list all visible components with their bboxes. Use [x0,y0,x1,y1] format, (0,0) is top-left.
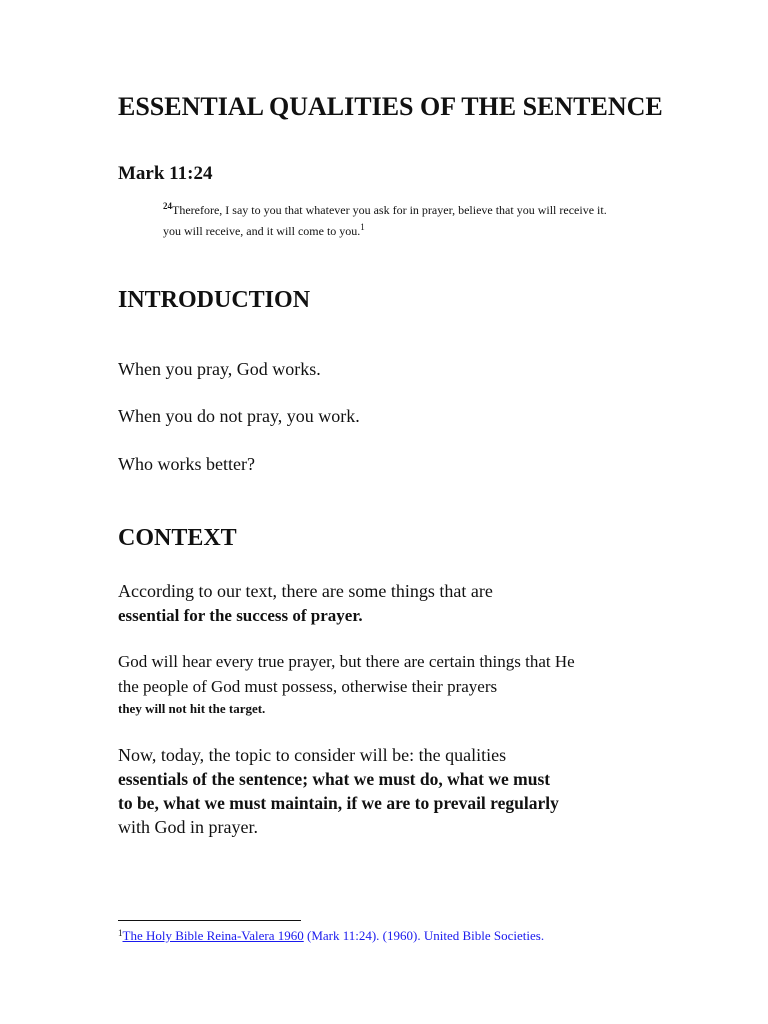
footnote-source-link[interactable]: The Holy Bible Reina-Valera 1960 [122,928,304,943]
footnote [118,928,544,944]
context-p1-line-1: According to our text, there are some things that are [118,581,493,601]
scripture-reference: Mark 11:24 [118,163,213,184]
scripture-verse [163,200,607,242]
context-p3-line-4: with God in prayer. [118,817,258,837]
context-paragraph-3 [118,743,559,839]
page-title: ESSENTIAL QUALITIES OF THE SENTENCE [118,92,663,121]
context-paragraph-1 [118,579,493,628]
introduction-heading: INTRODUCTION [118,287,311,313]
introduction-line-2: When you do not pray, you work. [118,406,360,426]
verse-line-2: you will receive, and it will come to you. [163,224,361,238]
footnote-reference-marker[interactable]: 1 [360,222,365,232]
context-p3-line-3: to be, what we must maintain, if we are to prevail regularly [118,793,559,813]
context-p2-line-3: they will not hit the target. [118,701,266,716]
context-heading: CONTEXT [118,525,237,551]
context-p3-line-1: Now, today, the topic to consider will be: the qualities [118,745,507,765]
introduction-line-3: Who works better? [118,454,255,474]
context-p1-line-2: essential for the success of prayer. [118,606,363,625]
footnote-separator [118,920,301,921]
verse-line-1: Therefore, I say to you that whatever you ask for in prayer, believe that you will receive it. [172,203,607,217]
context-p3-line-2: essentials of the sentence; what we must do, what we must [118,769,551,789]
verse-number: 24 [163,201,172,211]
footnote-marker: 1 [118,928,123,938]
footnote-citation: (Mark 11:24). (1960). United Bible Societies. [303,928,545,943]
context-p2-line-1: God will hear every true prayer, but there are certain things that He [118,652,575,671]
introduction-line-1: When you pray, God works. [118,359,321,379]
context-p2-line-2: the people of God must possess, otherwise their prayers [118,677,498,696]
context-paragraph-2 [118,649,575,719]
